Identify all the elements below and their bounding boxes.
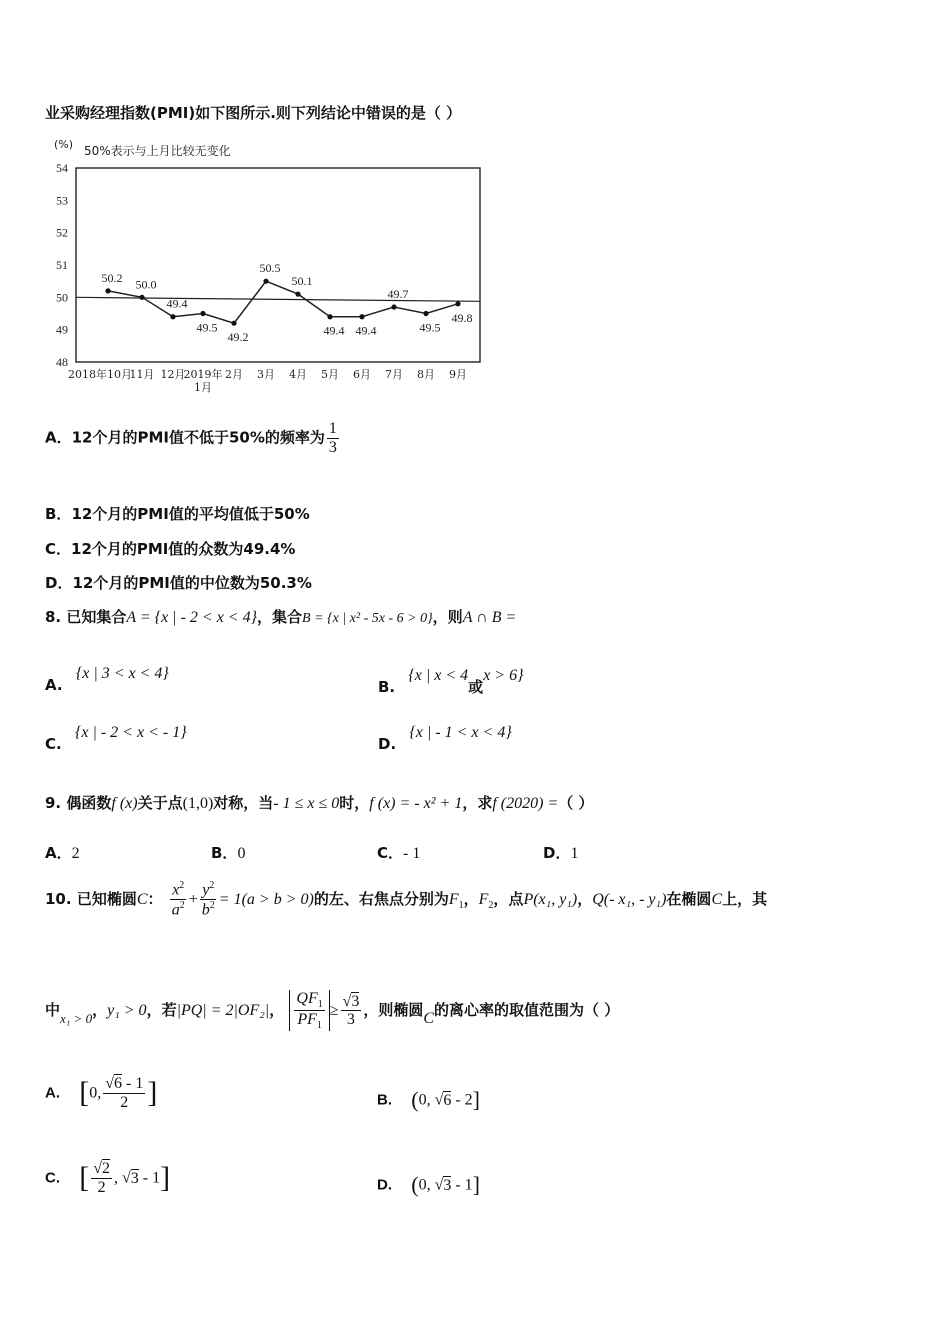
option-label: C． <box>45 540 72 558</box>
data-label: 49.4 <box>166 296 188 311</box>
y-tick-label: 48 <box>56 355 68 369</box>
q10-stem-line2: 中x₁ > 0，y₁ > 0，若|PQ| = 2|OF₂|， $\frac{QF_1}{PF_1}$ ≥ $\frac{√3}{3}$ ，则椭圆C的离心率的取值范围为（ ） <box>45 990 620 1032</box>
x-tick-label: 2019年 <box>183 368 223 381</box>
x2-over-a2: $\frac{x^2}{a^2}$ <box>171 880 185 919</box>
x-tick-label: 4月 <box>289 368 307 381</box>
fraction-one-third: $\frac{1}{3}$ <box>328 420 337 456</box>
set-a: A = {x | - 2 < x < 4} <box>126 609 257 626</box>
q8-option-a: A. {x | 3 < x < 4} <box>45 665 169 694</box>
x-tick-label: 3月 <box>257 368 275 381</box>
option-label: B． <box>45 505 72 523</box>
option-text: 12个月的PMI值的中位数为50.3% <box>72 574 312 592</box>
q8-option-c: C. {x | - 2 < x < - 1} <box>45 724 187 753</box>
q8-option-b: B. {x | x < 4或x > 6} <box>378 667 524 696</box>
x-tick-label: 7月 <box>385 368 403 381</box>
data-label: 49.4 <box>323 323 345 338</box>
q10-option-d: D. (0, √3 - 1] <box>377 1172 480 1197</box>
data-point <box>455 301 460 306</box>
data-label: 49.4 <box>355 323 377 338</box>
data-label: 50.1 <box>291 274 313 289</box>
x-tick-label: 6月 <box>353 368 371 381</box>
option-text: 12个月的PMI值不低于50%的频率为 <box>71 428 325 447</box>
data-point <box>327 314 332 319</box>
data-point <box>423 311 428 316</box>
data-point <box>231 321 236 326</box>
set-b: B = {x | x² - 5x - 6 > 0} <box>302 611 433 626</box>
y-axis-unit: (%) <box>54 138 74 151</box>
data-point <box>139 295 144 300</box>
q9-stem: 9. 偶函数f (x)关于点(1,0)对称，当- 1 ≤ x ≤ 0时，f (x) = - x² + 1，求f (2020) =（ ） <box>45 794 594 812</box>
x-tick-label: 5月 <box>321 368 339 381</box>
data-point <box>200 311 205 316</box>
pmi-line-chart <box>40 128 500 398</box>
q9-option-a: A．2 <box>45 844 80 862</box>
x-tick-sublabel: 1月 <box>194 381 212 394</box>
q7-option-b <box>45 503 310 524</box>
data-label: 49.7 <box>387 287 409 302</box>
data-label: 49.8 <box>451 310 473 325</box>
reference-line-50 <box>76 297 480 301</box>
data-point <box>391 304 396 309</box>
data-point <box>295 292 300 297</box>
data-point <box>263 279 268 284</box>
q10-option-a: A. [0, $\frac{√6 - 1}{2}$ ] <box>45 1075 158 1111</box>
data-label: 50.2 <box>101 270 123 285</box>
q10-option-c: C. [ $\frac{√2}{2}$ , √3 - 1] <box>45 1160 171 1196</box>
option-label: D． <box>45 574 73 592</box>
data-point <box>359 314 364 319</box>
y-tick-label: 53 <box>56 193 68 208</box>
data-point <box>105 288 110 293</box>
q7-option-a <box>45 420 341 456</box>
data-label: 50.5 <box>259 261 281 276</box>
q9-option-b: B．0 <box>211 844 246 862</box>
data-label: 49.2 <box>227 330 249 345</box>
y-tick-label: 50 <box>56 290 68 305</box>
q9-option-c: C．- 1 <box>377 844 421 862</box>
q9-option-d: D．1 <box>543 844 579 862</box>
q7-option-d <box>45 572 312 593</box>
y-tick-label: 52 <box>56 225 68 240</box>
x-tick-label: 12月 <box>160 368 186 381</box>
x-tick-label: 9月 <box>449 368 467 381</box>
y-tick-label: 49 <box>56 322 68 337</box>
option-text: 12个月的PMI值的众数为49.4% <box>71 540 296 558</box>
option-label: A． <box>45 428 72 447</box>
data-label: 49.5 <box>419 320 441 335</box>
q10-option-b: B. (0, √6 - 2] <box>377 1087 480 1112</box>
y2-over-b2: $\frac{y^2}{b^2}$ <box>201 880 215 919</box>
x-tick-label: 2月 <box>225 368 243 381</box>
option-text: 12个月的PMI值的平均值低于50% <box>71 505 310 523</box>
q7-option-c <box>45 538 295 559</box>
intersection-expr: A ∩ B = <box>462 609 517 626</box>
q10-stem-line1: 10. 已知椭圆C： $\frac{x^2}{a^2}$ + $\frac{y^2}{b^2}$ = 1(a > b > 0)的左、右焦点分别为$F_1$，$F_2$，点P(x₁, y₁)，Q(- x₁, - y₁)在椭圆C上，其 <box>45 880 768 919</box>
q7-stem: 业采购经理指数(PMI)如下图所示.则下列结论中错误的是（ ） <box>45 104 462 122</box>
x-tick-label: 11月 <box>129 368 155 381</box>
x-tick-label: 8月 <box>417 368 435 381</box>
data-label: 49.5 <box>196 320 218 335</box>
data-label: 50.0 <box>135 277 157 292</box>
y-tick-label: 51 <box>56 258 68 272</box>
q8-option-d: D. {x | - 1 < x < 4} <box>378 724 512 753</box>
x-tick-label: 2018年10月 <box>68 368 132 381</box>
chart-title: 50%表示与上月比较无变化 <box>84 144 231 158</box>
q8-stem: 8. 已知集合A = {x | - 2 < x < 4}，集合B = {x | x² - 5x - 6 > 0}，则A ∩ B = <box>45 608 517 626</box>
y-tick-label: 54 <box>56 161 68 175</box>
data-point <box>170 314 175 319</box>
